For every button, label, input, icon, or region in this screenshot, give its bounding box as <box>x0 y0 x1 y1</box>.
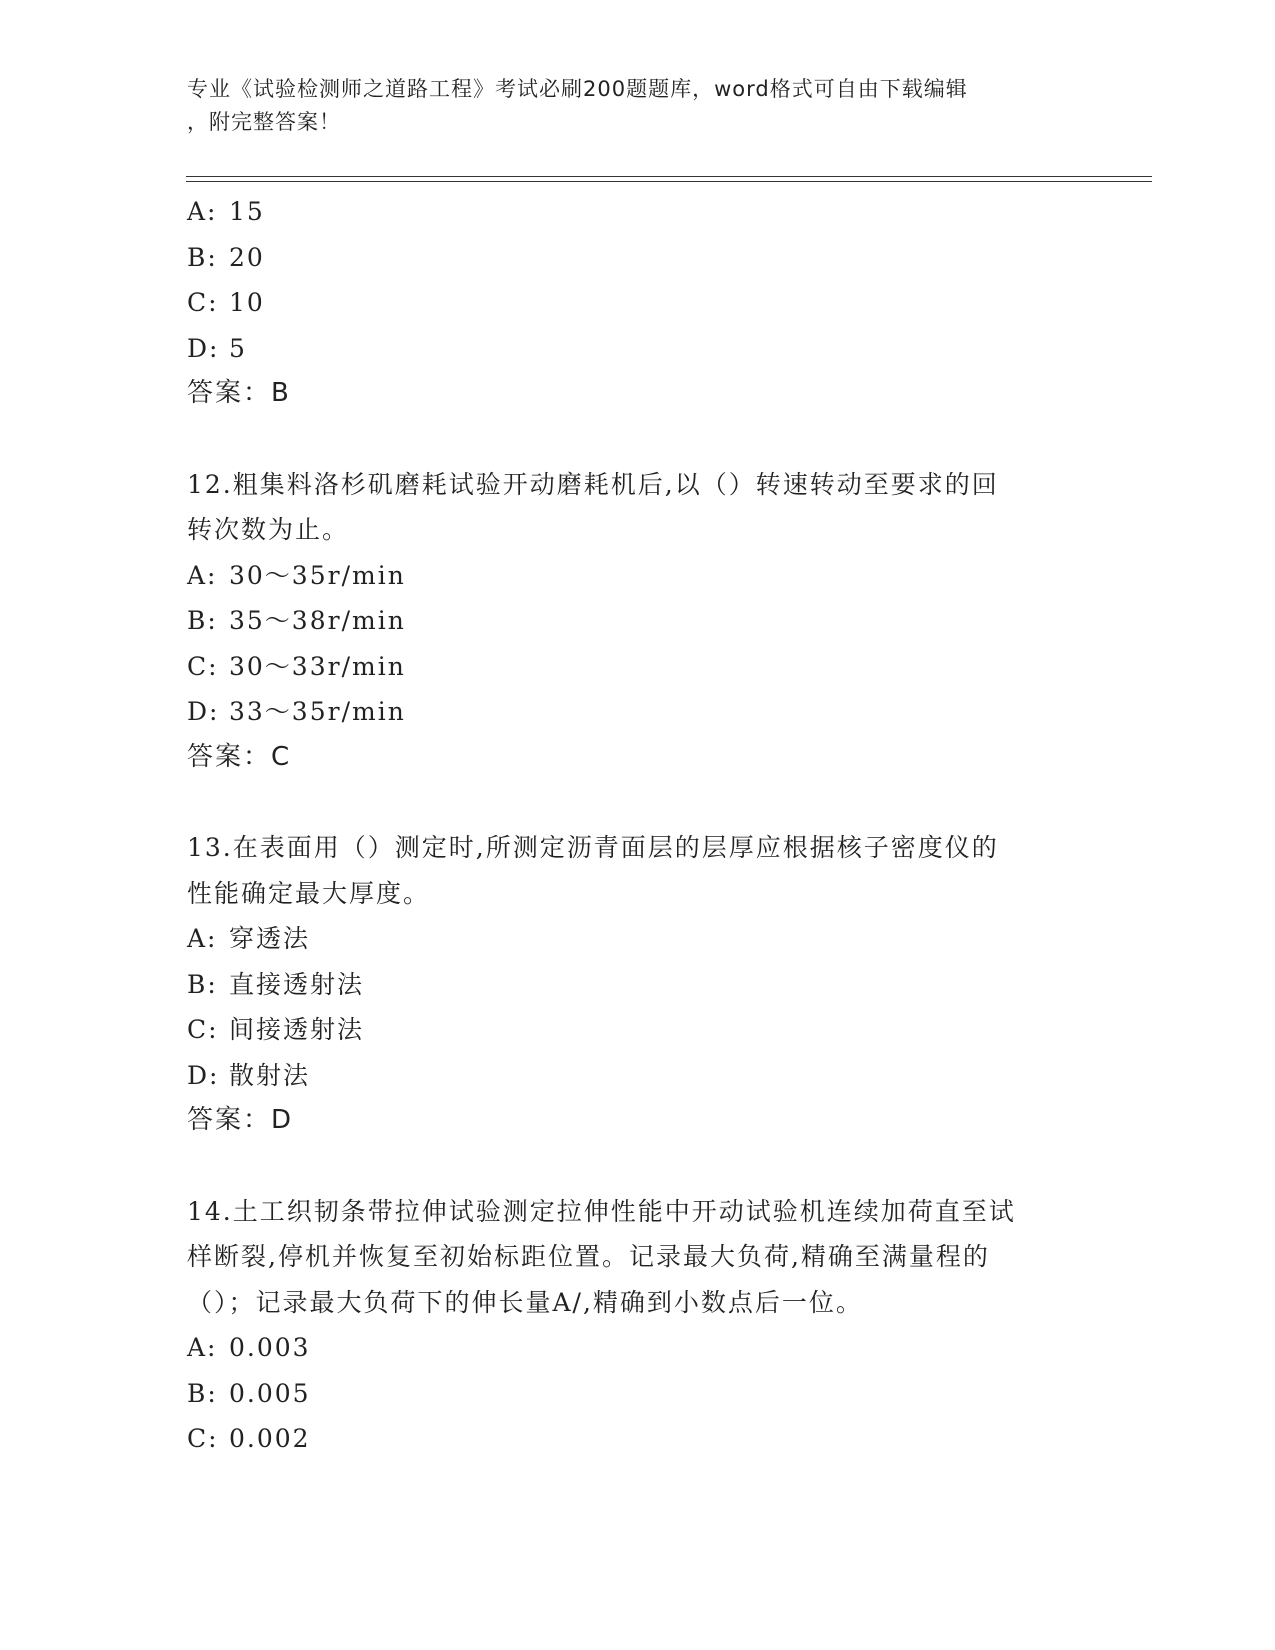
question-text-line: 12.粗集料洛杉矶磨耗试验开动磨耗机后,以（）转速转动至要求的回 <box>187 469 999 499</box>
option-d: D: 33～35r/min <box>187 697 406 726</box>
answer-line: 答案：C <box>187 741 292 772</box>
question-text-line: 13.在表面用（）测定时,所测定沥青面层的层厚应根据核子密度仪的 <box>187 833 999 862</box>
option-a: A: 0.003 <box>187 1333 311 1362</box>
question-text-line: 14.土工织韧条带拉伸试验测定拉伸性能中开动试验机连续加荷直至试 <box>187 1196 1016 1226</box>
question-text-line: 性能确定最大厚度。 <box>187 878 431 908</box>
document-header <box>187 73 1067 139</box>
question-13 <box>187 825 1087 1144</box>
option-c: C: 间接透射法 <box>187 1015 365 1044</box>
option-c: C: 10 <box>187 288 265 317</box>
question-text-line: 样断裂,停机并恢复至初始标距位置。记录最大负荷,精确至满量程的 <box>187 1242 990 1271</box>
question-text-line: （）；记录最大负荷下的伸长量A/,精确到小数点后一位。 <box>187 1287 863 1317</box>
question-list <box>187 189 1087 1462</box>
option-a: A: 15 <box>187 197 265 226</box>
option-b: B: 直接透射法 <box>187 969 365 999</box>
question-prev <box>187 189 1087 417</box>
option-b: B: 0.005 <box>187 1378 311 1408</box>
header-divider <box>186 176 1152 182</box>
answer-line: 答案：D <box>187 1105 294 1135</box>
option-c: C: 0.002 <box>187 1424 311 1453</box>
header-line-2: ，附完整答案！ <box>187 110 341 134</box>
option-d: D: 5 <box>187 333 247 363</box>
question-text-line: 转次数为止。 <box>187 515 350 544</box>
answer-line: 答案：B <box>187 378 291 408</box>
option-c: C: 30～33r/min <box>187 651 406 681</box>
question-14 <box>187 1189 1087 1462</box>
option-d: D: 散射法 <box>187 1060 311 1090</box>
header-line-1: 专业《试验检测师之道路工程》考试必刷200题题库，word格式可自由下载编辑 <box>187 77 968 101</box>
option-b: B: 20 <box>187 242 265 272</box>
option-a: A: 30～35r/min <box>187 560 406 590</box>
option-b: B: 35～38r/min <box>187 606 406 635</box>
question-12 <box>187 462 1087 781</box>
option-a: A: 穿透法 <box>187 924 311 953</box>
